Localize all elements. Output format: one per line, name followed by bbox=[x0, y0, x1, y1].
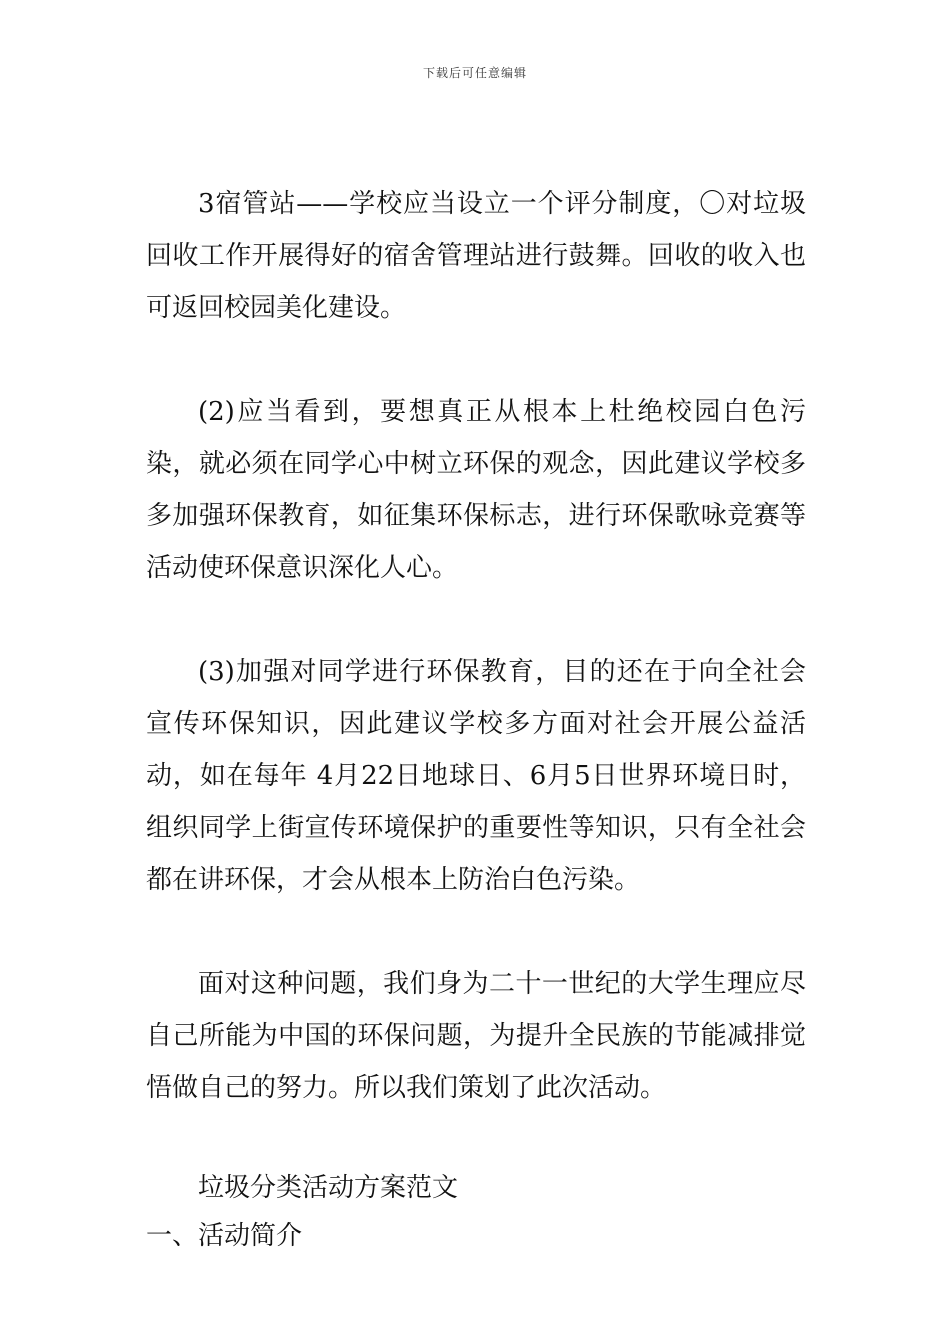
section-heading: 一、活动简介 bbox=[146, 1221, 303, 1251]
section-title: 垃圾分类活动方案范文 bbox=[198, 1173, 459, 1203]
paragraph-conclusion: 面对这种问题，我们身为二十一世纪的大学生理应尽自己所能为中国的环保问题，为提升全民族的节能减排觉悟做自己的努力。所以我们策划了此次活动。 bbox=[146, 969, 806, 1103]
paragraph-environmental-education: (2)应当看到，要想真正从根本上杜绝校园白色污染，就必须在同学心中树立环保的观念，因此建议学校多多加强环保教育，如征集环保标志，进行环保歌咏竞赛等活动使环保意识深化人心。 bbox=[146, 397, 806, 583]
paragraph-gap bbox=[146, 906, 806, 958]
paragraph-gap bbox=[146, 334, 806, 386]
paragraph-public-activities: (3)加强对同学进行环保教育，目的还在于向全社会宣传环保知识，因此建议学校多方面对社会开展公益活动，如在每年 4月22日地球日、6月5日世界环境日时，组织同学上街宣传环境保护的重要性等知识，只有全社会都在讲环保，才会从根本上防治白色污染。 bbox=[146, 657, 806, 895]
document-body bbox=[146, 178, 806, 1262]
paragraph-gap bbox=[146, 1114, 806, 1166]
paragraph-dormitory-station: 3宿管站——学校应当设立一个评分制度，〇对垃圾回收工作开展得好的宿舍管理站进行鼓舞。回收的收入也可返回校园美化建设。 bbox=[146, 189, 806, 323]
paragraph-gap bbox=[146, 594, 806, 646]
page-header-note: 下载后可任意编辑 bbox=[422, 66, 527, 80]
